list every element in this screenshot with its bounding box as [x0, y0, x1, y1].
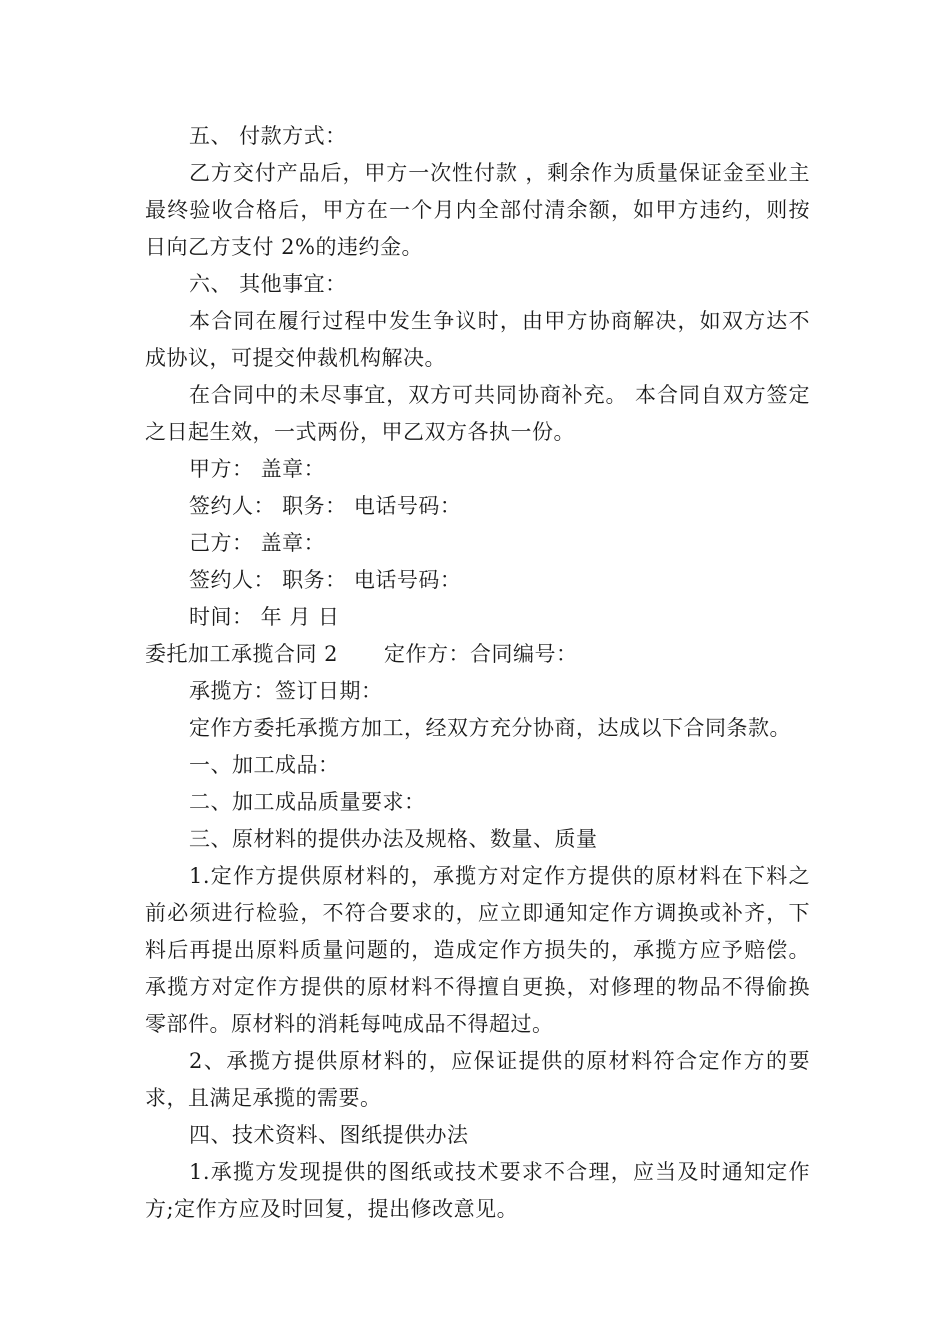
item-4: 四、技术资料、图纸提供办法: [189, 1123, 469, 1147]
section6-paragraph-2: 在合同中的未尽事宜，双方可共同协商补充。 本合同自双方签定之日起生效，一式两份，甲乙双方各执一份。: [145, 383, 810, 444]
contract2-title: 委托加工承揽合同 2: [145, 642, 339, 666]
section6-heading: 六、 其他事宜：: [189, 272, 347, 296]
contract-intro: 定作方委托承揽方加工，经双方充分协商，达成以下合同条款。: [189, 716, 791, 740]
item-3: 三、原材料的提供办法及规格、数量、质量: [189, 827, 598, 851]
section5-body: 乙方交付产品后，甲方一次性付款 ，剩余作为质量保证金至业主最终验收合格后，甲方在一个月内全部付清余额，如甲方违约，则按日向乙方支付 2%的违约金。: [145, 161, 810, 259]
item-1: 一、加工成品：: [189, 753, 340, 777]
document-body: [145, 118, 810, 1228]
item-4-clause-1: 1.承揽方发现提供的图纸或技术要求不合理，应当及时通知定作方;定作方应及时回复，提出修改意见。: [145, 1160, 810, 1221]
section6-paragraph-1: 本合同在履行过程中发生争议时，由甲方协商解决，如双方达不成协议，可提交仲裁机构解决。: [145, 309, 810, 370]
section5-heading: 五、 付款方式：: [189, 124, 347, 148]
party-a-line: 甲方： 盖章：: [189, 457, 326, 481]
signer-b-line: 签约人： 职务： 电话号码：: [189, 568, 462, 592]
party-b-line: 己方： 盖章：: [189, 531, 326, 555]
item-3-clause-1: 1.定作方提供原材料的，承揽方对定作方提供的原材料在下料之前必须进行检验，不符合要求的，应立即通知定作方调换或补齐，下料后再提出原料质量问题的，造成定作方损失的，承揽方应予赔偿。承揽方对定作方提供的原材料不得擅自更换，对修理的物品不得偷换零部件。原材料的消耗每吨成品不得超过。: [145, 864, 810, 1036]
contractor-line: 承揽方：签订日期：: [189, 679, 383, 703]
contract2-orderer: 定作方：合同编号：: [384, 642, 578, 666]
date-line: 时间： 年 月 日: [189, 605, 340, 629]
contract2-title-line: [145, 636, 810, 673]
item-2: 二、加工成品质量要求：: [189, 790, 426, 814]
signer-a-line: 签约人： 职务： 电话号码：: [189, 494, 462, 518]
item-3-clause-2: 2、承揽方提供原材料的，应保证提供的原材料符合定作方的要求，且满足承揽的需要。: [145, 1049, 810, 1110]
